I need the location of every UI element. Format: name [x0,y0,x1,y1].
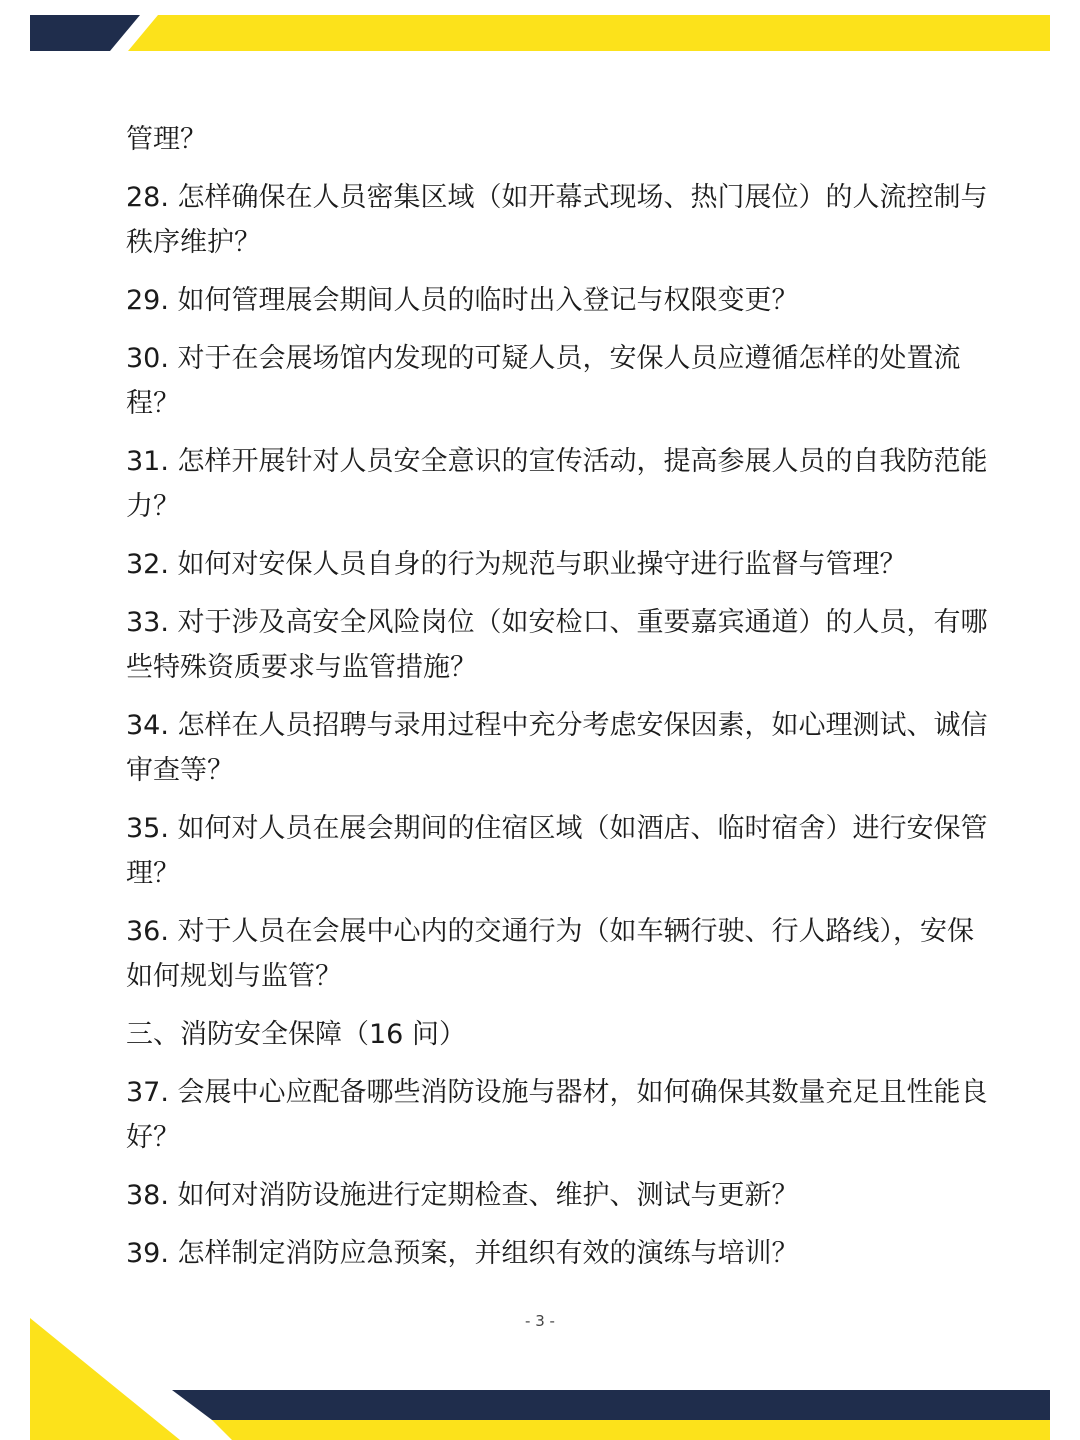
header-navy-shape [30,15,140,51]
footer-decoration [0,1310,1080,1440]
header-decoration [30,15,1050,51]
paragraph [126,1231,990,1276]
paragraph [126,542,990,587]
text-line: 33. 对于涉及高安全风险岗位（如安检口、重要嘉宾通道）的人员，有哪 [126,607,988,638]
text-line: 29. 如何管理展会期间人员的临时出入登记与权限变更？ [126,285,799,316]
text-line: 34. 怎样在人员招聘与录用过程中充分考虑安保因素，如心理测试、诚信 [126,710,988,741]
text-line: 35. 如何对人员在展会期间的住宿区域（如酒店、临时宿舍）进行安保管 [126,813,988,844]
paragraph [126,278,990,323]
text-line: 三、消防安全保障（16 问） [126,1019,466,1050]
paragraph [126,117,990,162]
text-line: 37. 会展中心应配备哪些消防设施与器材，如何确保其数量充足且性能良 [126,1077,988,1108]
text-line: 程？ [126,388,180,419]
text-line: 管理？ [126,124,207,155]
text-line: 审查等？ [126,755,234,786]
text-line: 28. 怎样确保在人员密集区域（如开幕式现场、热门展位）的人流控制与 [126,182,988,213]
paragraph [126,336,990,426]
text-line: 36. 对于人员在会展中心内的交通行为（如车辆行驶、行人路线），安保 [126,916,975,947]
text-line: 38. 如何对消防设施进行定期检查、维护、测试与更新？ [126,1180,799,1211]
text-line: 39. 怎样制定消防应急预案，并组织有效的演练与培训？ [126,1238,799,1269]
paragraph [126,175,990,265]
text-line: 30. 对于在会展场馆内发现的可疑人员，安保人员应遵循怎样的处置流 [126,343,961,374]
text-line: 秩序维护？ [126,227,261,258]
text-line: 些特殊资质要求与监管措施？ [126,652,477,683]
text-line: 32. 如何对安保人员自身的行为规范与职业操守进行监督与管理？ [126,549,907,580]
footer-navy-bar [172,1390,1050,1420]
text-line: 理？ [126,858,180,889]
paragraph [126,439,990,529]
footer-yellow-bar [212,1420,1050,1440]
paragraph [126,909,990,999]
paragraph [126,806,990,896]
document-body [126,117,990,1289]
paragraph [126,1173,990,1218]
footer-yellow-triangle [30,1318,180,1440]
paragraph [126,1012,990,1057]
text-line: 力？ [126,491,180,522]
header-yellow-shape [128,15,1050,51]
paragraph [126,1070,990,1160]
paragraph [126,703,990,793]
text-line: 31. 怎样开展针对人员安全意识的宣传活动，提高参展人员的自我防范能 [126,446,988,477]
paragraph [126,600,990,690]
page-number: - 3 - [525,1312,555,1330]
text-line: 好？ [126,1122,180,1153]
text-line: 如何规划与监管？ [126,961,342,992]
